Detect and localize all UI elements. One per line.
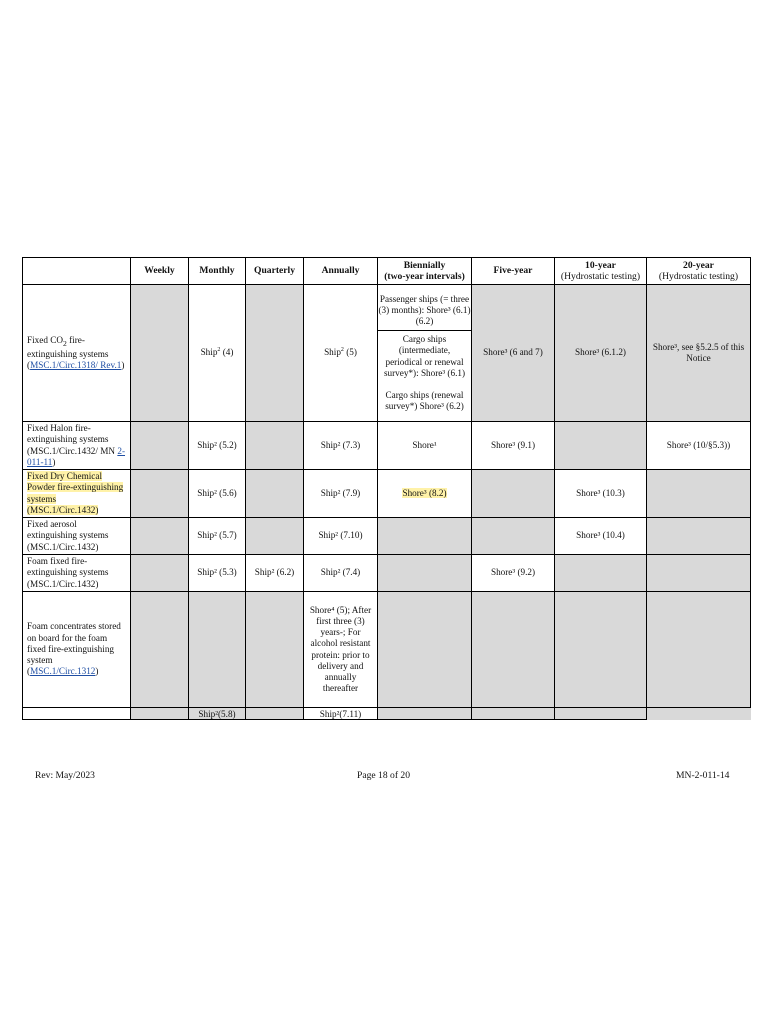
header-twenty-year: 20-year (Hydrostatic testing) — [647, 258, 751, 285]
foam-concentrates-quarterly-cell — [246, 592, 304, 708]
foam-ten-year-cell — [555, 555, 647, 592]
header-system — [23, 258, 131, 285]
last-ten-year-cell — [555, 708, 647, 720]
dry-chemical-monthly-cell: Ship² (5.6) — [189, 470, 246, 518]
header-five-year: Five-year — [472, 258, 555, 285]
header-biennially: Biennially (two-year intervals) — [378, 258, 472, 285]
halon-weekly-cell — [131, 422, 189, 470]
last-annually-cell: Ship²(7.11) — [304, 708, 378, 720]
last-five-year-cell — [472, 708, 555, 720]
header-ten-year: 10-year (Hydrostatic testing) — [555, 258, 647, 285]
halon-annually-cell: Ship² (7.3) — [304, 422, 378, 470]
row-co2 — [23, 285, 751, 422]
co2-weekly-cell — [131, 285, 189, 422]
co2-bi-cargo: Cargo ships (intermediate, periodical or renewal survey*): Shore³ (6.1) — [383, 334, 466, 378]
halon-ten-year-cell — [555, 422, 647, 470]
header-annually: Annually — [304, 258, 378, 285]
co2-bi-passenger: Passenger ships (= three (3) months): Shore³ (6.1) (6.2) — [378, 294, 471, 332]
foam-concentrates-monthly-cell — [189, 592, 246, 708]
foam-quarterly-cell: Ship² (6.2) — [246, 555, 304, 592]
last-biennially-cell — [378, 708, 472, 720]
footer-revision: Rev: May/2023 — [35, 770, 95, 781]
foam-system-name: Foam fixed fire-extinguishing systems (MSC.1/Circ.1432) — [23, 555, 131, 592]
co2-monthly-cell: Ship$^2$ (4) — [189, 285, 246, 422]
row-foam-concentrates — [23, 592, 751, 708]
aerosol-system-name: Fixed aerosol extinguishing systems (MSC.1/Circ.1432) — [23, 518, 131, 555]
foam-concentrates-circular-link[interactable]: MSC.1/Circ.1312 — [30, 666, 96, 677]
co2-annually-cell: Ship$^2$ (5) — [304, 285, 378, 422]
footer-page-number: Page 18 of 20 — [357, 770, 411, 781]
dry-chemical-weekly-cell — [131, 470, 189, 518]
foam-annually-cell: Ship² (7.4) — [304, 555, 378, 592]
header-row — [23, 258, 751, 285]
dry-chemical-annually-cell: Ship² (7.9) — [304, 470, 378, 518]
foam-five-year-cell: Shore³ (9.2) — [472, 555, 555, 592]
last-quarterly-cell — [246, 708, 304, 720]
last-system-name — [23, 708, 131, 720]
co2-five-year-cell: Shore³ (6 and 7) — [472, 285, 555, 422]
header-quarterly: Quarterly — [246, 258, 304, 285]
row-last-partial — [23, 708, 751, 720]
co2-quarterly-cell — [246, 285, 304, 422]
row-foam — [23, 555, 751, 592]
aerosol-ten-year-cell: Shore³ (10.4) — [555, 518, 647, 555]
last-twenty-year-cell — [647, 708, 751, 720]
foam-concentrates-twenty-year-cell — [647, 592, 751, 708]
foam-concentrates-ten-year-cell — [555, 592, 647, 708]
halon-mn-link[interactable]: 2-011-11 — [27, 445, 126, 467]
foam-twenty-year-cell — [647, 555, 751, 592]
aerosol-monthly-cell: Ship² (5.7) — [189, 518, 246, 555]
co2-biennially-cell — [378, 285, 472, 422]
co2-bi-cargo-renewal: Cargo ships (renewal survey*) Shore³ (6.2) — [385, 390, 464, 412]
foam-monthly-cell: Ship² (5.3) — [189, 555, 246, 592]
aerosol-biennially-cell — [378, 518, 472, 555]
foam-concentrates-biennially-cell — [378, 592, 472, 708]
foam-concentrates-weekly-cell — [131, 592, 189, 708]
co2-twenty-year-cell: Shore³, see §5.2.5 of this Notice — [647, 285, 751, 422]
foam-weekly-cell — [131, 555, 189, 592]
dry-chemical-ten-year-cell: Shore³ (10.3) — [555, 470, 647, 518]
foam-concentrates-system-name: Foam concentrates stored on board for the foam fixed fire-extinguishing system (MSC.1/Circ.1312) — [23, 592, 131, 708]
dry-chemical-quarterly-cell — [246, 470, 304, 518]
inspection-schedule-table — [22, 257, 751, 720]
foam-concentrates-annually-cell: Shore⁴ (5); After first three (3) years-; For alcohol resistant protein: prior to delivery and annually thereafter — [304, 592, 378, 708]
halon-biennially-cell: Shore¹ — [378, 422, 472, 470]
halon-quarterly-cell — [246, 422, 304, 470]
foam-biennially-cell — [378, 555, 472, 592]
row-halon — [23, 422, 751, 470]
foam-concentrates-five-year-cell — [472, 592, 555, 708]
row-aerosol — [23, 518, 751, 555]
aerosol-five-year-cell — [472, 518, 555, 555]
aerosol-twenty-year-cell — [647, 518, 751, 555]
aerosol-weekly-cell — [131, 518, 189, 555]
co2-system-name: Fixed $CO_2$ fire-extinguishing systems (MSC.1/Circ.1318/ Rev.1) — [23, 285, 131, 422]
co2-circular-link[interactable]: MSC.1/Circ.1318/ Rev.1 — [30, 360, 122, 371]
dry-chemical-biennially-cell: Shore³ (8.2) — [378, 470, 472, 518]
halon-twenty-year-cell: Shore³ (10/§5.3)) — [647, 422, 751, 470]
row-dry-chemical — [23, 470, 751, 518]
last-weekly-cell — [131, 708, 189, 720]
halon-five-year-cell: Shore³ (9.1) — [472, 422, 555, 470]
dry-chemical-five-year-cell — [472, 470, 555, 518]
halon-monthly-cell: Ship² (5.2) — [189, 422, 246, 470]
aerosol-quarterly-cell — [246, 518, 304, 555]
co2-ten-year-cell: Shore³ (6.1.2) — [555, 285, 647, 422]
last-monthly-cell: Ship²(5.8) — [189, 708, 246, 720]
footer-document-id: MN-2-011-14 — [676, 770, 730, 781]
aerosol-annually-cell: Ship² (7.10) — [304, 518, 378, 555]
header-monthly: Monthly — [189, 258, 246, 285]
header-weekly: Weekly — [131, 258, 189, 285]
dry-chemical-twenty-year-cell — [647, 470, 751, 518]
halon-system-name: Fixed Halon fire-extinguishing systems (MSC.1/Circ.1432/ MN 2-011-11) — [23, 422, 131, 470]
dry-chemical-system-name: Fixed Dry Chemical Powder fire-extinguishing systems (MSC.1/Circ.1432) — [23, 470, 131, 518]
